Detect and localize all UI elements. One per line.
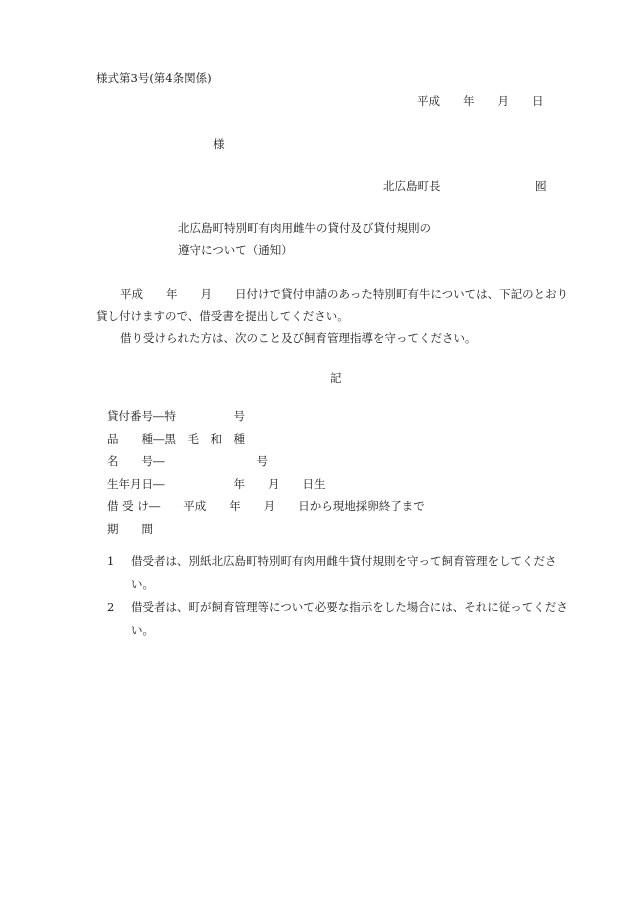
body-paragraph-1: 平成 年 月 日付けで貸付申請のあった特別町有牛については、下記のとおり貸し付けますので、借受書を提出してください。 <box>96 287 569 323</box>
title-line-1: 北広島町特別町有肉用雌牛の貸付及び貸付規則の <box>178 221 431 235</box>
issuer-name: 北広島町長 <box>383 179 441 193</box>
form-number: 様式第3号(第4条関係) <box>96 71 212 85</box>
detail-loan-period-label: 期 間 <box>107 521 153 536</box>
body-paragraph-2: 借り受けられた方は、次のこと及び飼育管理指導を守ってください。 <box>120 331 477 345</box>
ki-heading: 記 <box>330 371 342 385</box>
note-number: 2 <box>107 600 115 614</box>
seal-mark: 囮 <box>535 179 547 193</box>
date-line: 平成 年 月 日 <box>417 94 544 108</box>
note-text: 借受者は、町が飼育管理等について必要な指示をした場合には、それに従ってください。 <box>131 600 568 637</box>
body-text <box>96 283 576 349</box>
note-number: 1 <box>107 554 115 568</box>
note-item <box>107 596 577 642</box>
note-text: 借受者は、別紙北広島町特別町有肉用雌牛貸付規則を守って飼育管理をしてください。 <box>131 554 557 591</box>
notes-list <box>107 550 577 642</box>
loan-details <box>107 408 425 543</box>
detail-birth-date: 生年月日― 年 月 日生 <box>107 476 326 491</box>
title-line-2: 遵守について（通知） <box>178 243 293 257</box>
detail-loan-number: 貸付番号―特 号 <box>107 409 245 423</box>
note-item <box>107 550 577 596</box>
addressee-suffix: 様 <box>213 137 225 151</box>
detail-name: 名 号― 号 <box>107 454 268 468</box>
detail-breed: 品 種―黒 毛 和 種 <box>107 431 245 446</box>
detail-loan-period: 借 受 け― 平成 年 月 日から現地採卵終了まで <box>107 499 425 513</box>
